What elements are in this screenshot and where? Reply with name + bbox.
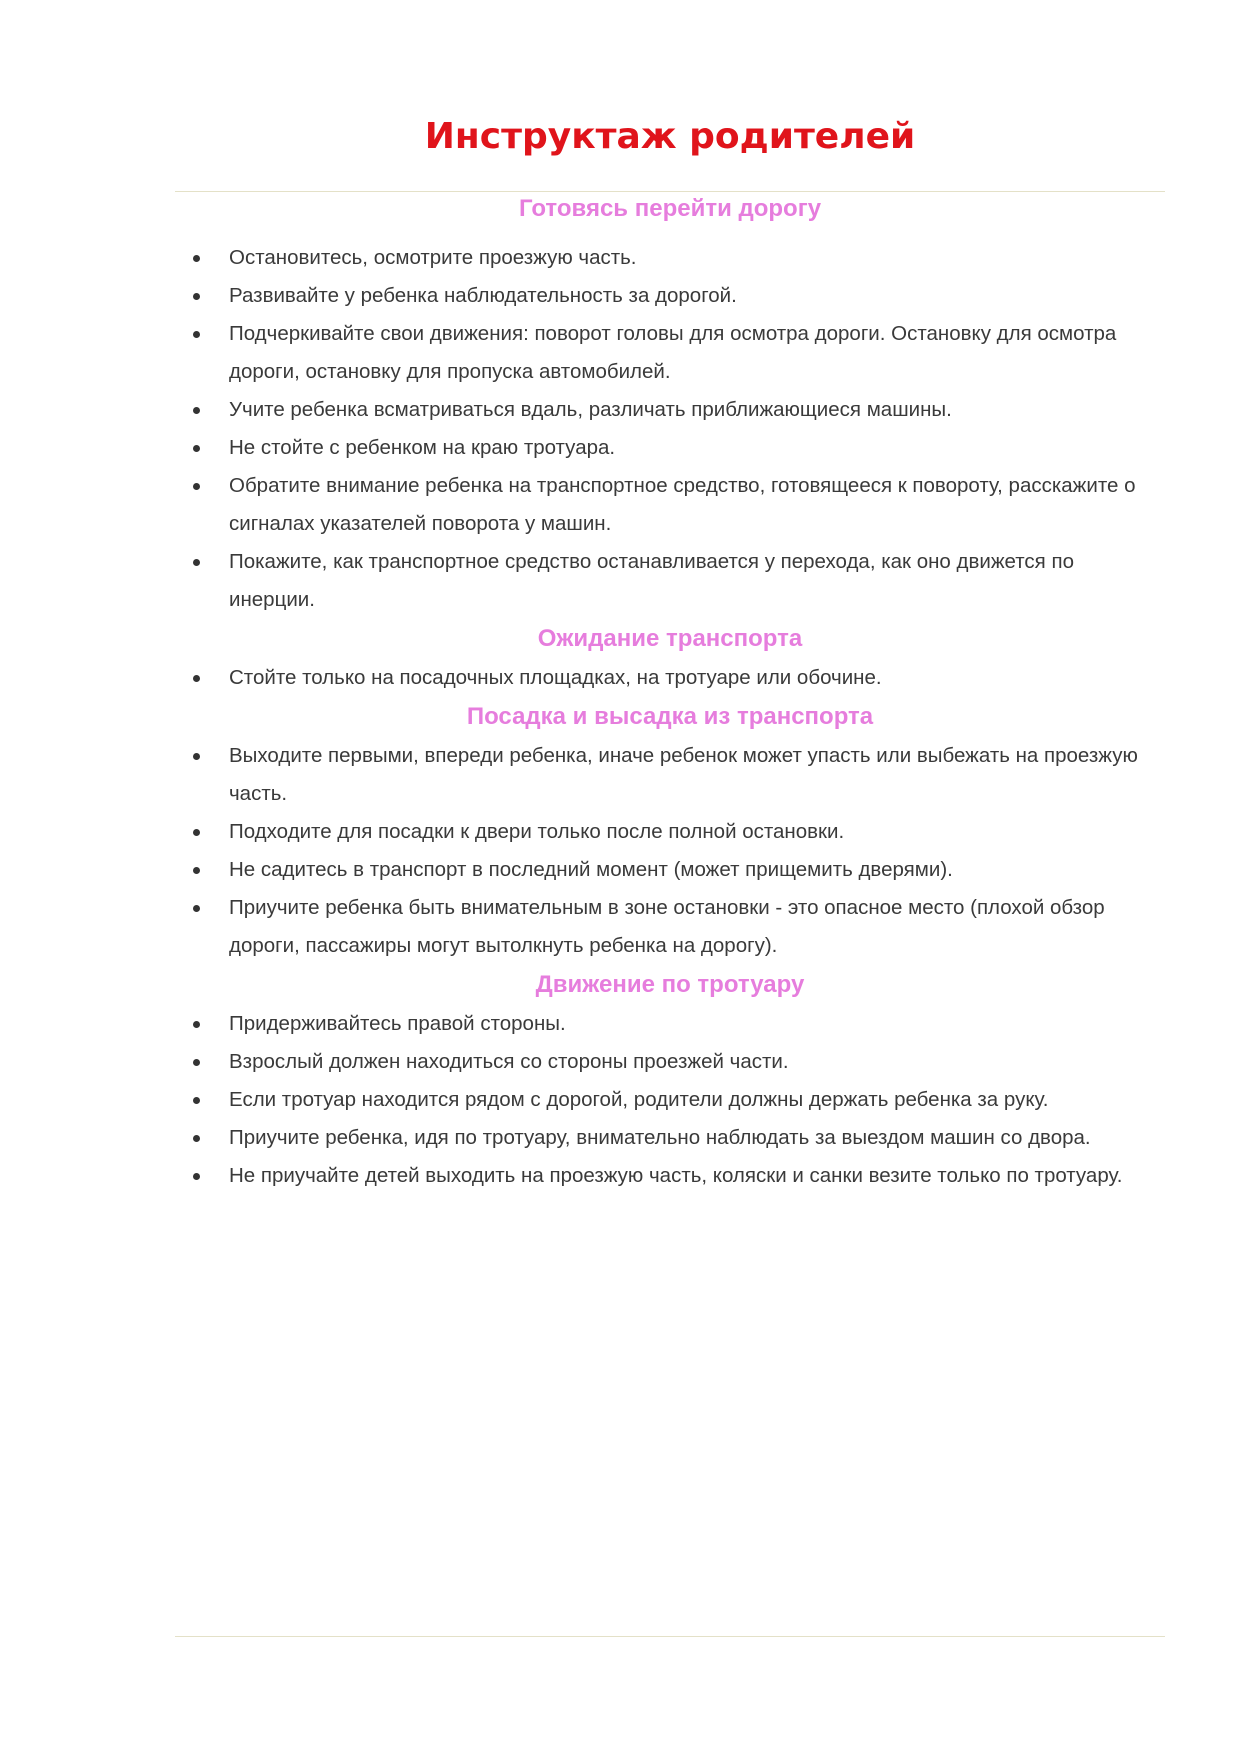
list-item-text: Выходите первыми, впереди ребенка, иначе ребенок может упасть или выбежать на проезжую часть. bbox=[229, 744, 1138, 805]
list-item-text: Не садитесь в транспорт в последний момент (может прищемить дверями). bbox=[229, 858, 953, 881]
bullet-icon bbox=[193, 753, 200, 760]
list-item-text: Остановитесь, осмотрите проезжую часть. bbox=[229, 246, 637, 269]
section-heading-boarding: Посадка и высадка из транспорта bbox=[466, 703, 874, 730]
bullet-icon bbox=[193, 483, 200, 490]
list-item bbox=[175, 467, 1165, 543]
list-item bbox=[175, 737, 1165, 813]
list-item-text: Покажите, как транспортное средство останавливается у перехода, как оно движется по инерции. bbox=[229, 550, 1074, 611]
list-item bbox=[175, 543, 1165, 619]
list-item bbox=[175, 813, 1165, 851]
list-item-text: Учите ребенка всматриваться вдаль, различать приближающиеся машины. bbox=[229, 398, 952, 421]
list-item-text: Развивайте у ребенка наблюдательность за дорогой. bbox=[229, 284, 737, 307]
list-item-text: Не приучайте детей выходить на проезжую часть, коляски и санки везите только по тротуару. bbox=[229, 1164, 1123, 1187]
bullet-icon bbox=[193, 1021, 200, 1028]
list-item bbox=[175, 889, 1165, 965]
bullet-icon bbox=[193, 675, 200, 682]
list-item bbox=[175, 659, 1165, 697]
bullet-icon bbox=[193, 1173, 200, 1180]
list-item-text: Подходите для посадки к двери только после полной остановки. bbox=[229, 820, 845, 843]
list-item-text: Приучите ребенка, идя по тротуару, внимательно наблюдать за выездом машин со двора. bbox=[229, 1126, 1091, 1149]
bullet-icon bbox=[193, 867, 200, 874]
list-item-text: Стойте только на посадочных площадках, на тротуаре или обочине. bbox=[229, 666, 882, 689]
bullet-icon bbox=[193, 255, 200, 262]
list-item-text: Обратите внимание ребенка на транспортное средство, готовящееся к повороту, расскажите о сигналах указателей поворота у машин. bbox=[229, 474, 1136, 535]
list-item bbox=[175, 1119, 1165, 1157]
bullet-icon bbox=[193, 293, 200, 300]
list-item-text: Подчеркивайте свои движения: поворот головы для осмотра дороги. Остановку для осмотра дороги, остановку для пропуска автомобилей. bbox=[229, 322, 1117, 383]
bullet-icon bbox=[193, 407, 200, 414]
bullet-icon bbox=[193, 1059, 200, 1066]
list-item bbox=[175, 429, 1165, 467]
list-item-text: Придерживайтесь правой стороны. bbox=[229, 1012, 566, 1035]
list-item bbox=[175, 1043, 1165, 1081]
list-item bbox=[175, 1005, 1165, 1043]
bullet-icon bbox=[193, 559, 200, 566]
list-item bbox=[175, 851, 1165, 889]
bullet-icon bbox=[193, 331, 200, 338]
bullet-icon bbox=[193, 829, 200, 836]
bullet-list-crossing-prep bbox=[175, 239, 1165, 619]
list-item bbox=[175, 391, 1165, 429]
list-item bbox=[175, 1081, 1165, 1119]
list-item bbox=[175, 315, 1165, 391]
bullet-list-boarding bbox=[175, 737, 1165, 965]
bullet-icon bbox=[193, 1135, 200, 1142]
bullet-list-waiting bbox=[175, 659, 1165, 697]
section-heading-crossing-prep: Готовясь перейти дорогу bbox=[518, 195, 822, 222]
bullet-icon bbox=[193, 1097, 200, 1104]
list-item-text: Если тротуар находится рядом с дорогой, родители должны держать ребенка за руку. bbox=[229, 1088, 1049, 1111]
list-item bbox=[175, 239, 1165, 277]
list-item-text: Приучите ребенка быть внимательным в зоне остановки - это опасное место (плохой обзор дороги, пассажиры могут вытолкнуть ребенка на дорогу). bbox=[229, 896, 1105, 957]
footer-divider bbox=[175, 1636, 1165, 1637]
bullet-list-sidewalk bbox=[175, 1005, 1165, 1195]
section-heading-waiting: Ожидание транспорта bbox=[537, 625, 803, 652]
section-heading-sidewalk: Движение по тротуару bbox=[535, 971, 805, 998]
list-item bbox=[175, 277, 1165, 315]
page-title: Инструктаж родителей bbox=[424, 116, 916, 157]
document-body bbox=[175, 189, 1165, 1195]
bullet-icon bbox=[193, 445, 200, 452]
bullet-icon bbox=[193, 905, 200, 912]
list-item-text: Взрослый должен находиться со стороны проезжей части. bbox=[229, 1050, 789, 1073]
list-item bbox=[175, 1157, 1165, 1195]
list-item-text: Не стойте с ребенком на краю тротуара. bbox=[229, 436, 616, 459]
